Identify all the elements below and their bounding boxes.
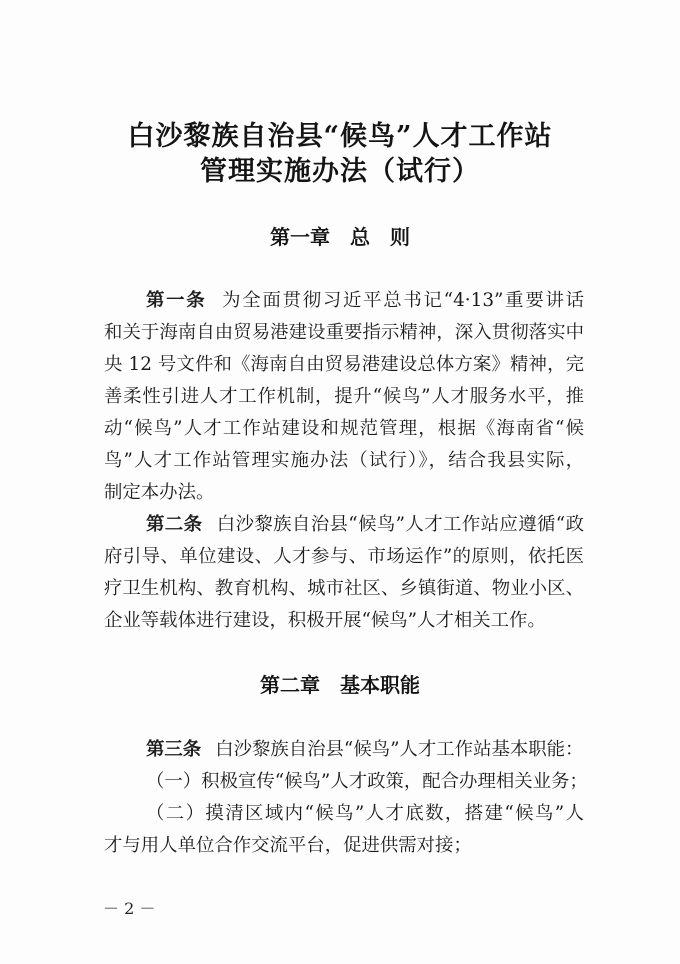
- article-2-line-3: 疗卫生机构、教育机构、城市社区、乡镇街道、物业小区、: [104, 578, 584, 599]
- article-1-line-5: 动“候鸟”人才工作站建设和规范管理，根据《海南省“候: [104, 418, 584, 439]
- chapter-1-name: 总: [350, 225, 370, 249]
- article-1-label: 第一条: [146, 290, 207, 311]
- article-3-item-2-line-2: 才与用人单位合作交流平台，促进供需对接；: [104, 835, 472, 856]
- article-3-label: 第三条: [146, 739, 202, 760]
- article-1-line-6: 鸟”人才工作站管理实施办法（试行）》，结合我县实际，: [104, 450, 584, 471]
- article-1-line-7: 制定本办法。: [104, 482, 215, 503]
- document-title-line-1: 白沙黎族自治县“候鸟”人才工作站: [127, 121, 553, 152]
- page-number: － 2 －: [103, 899, 156, 918]
- article-1-line-3: 央 12 号文件和《海南自由贸易港建设总体方案》精神，完: [104, 354, 584, 375]
- chapter-2-name: 基本职能: [340, 673, 420, 697]
- article-2-label: 第二条: [146, 514, 203, 535]
- article-2-line-4: 企业等载体进行建设，积极开展“候鸟”人才相关工作。: [104, 610, 546, 631]
- article-3-line-1: [146, 735, 584, 761]
- article-3-item-1: （一）积极宣传“候鸟”人才政策，配合办理相关业务；: [146, 771, 588, 792]
- chapter-2-label: 第二章: [260, 673, 320, 697]
- article-1-line-4: 善柔性引进人才工作机制，提升“候鸟”人才服务水平，推: [104, 386, 584, 407]
- article-2-line-1: [146, 510, 584, 536]
- chapter-1-name-2: 则: [390, 225, 410, 249]
- article-1-line-2: 和关于海南自由贸易港建设重要指示精神，深入贯彻落实中: [104, 322, 584, 343]
- document-title-line-2: 管理实施办法（试行）: [200, 156, 480, 187]
- article-2-text-1: 白沙黎族自治县“候鸟”人才工作站应遵循“政: [216, 514, 584, 535]
- chapter-2-heading: [0, 669, 680, 698]
- chapter-1-label: 第一章: [270, 225, 330, 249]
- article-1-line-1: [146, 286, 584, 312]
- article-1-text-1: 为全面贯彻习近平总书记“4·13”重要讲话: [220, 290, 584, 311]
- chapter-1-heading: [0, 221, 680, 250]
- article-2-line-2: 府引导、单位建设、人才参与、市场运作”的原则，依托医: [104, 546, 584, 567]
- article-3-text-1: 白沙黎族自治县“候鸟”人才工作站基本职能：: [215, 739, 584, 760]
- article-3-item-2-line-1: （二）摸清区域内“候鸟”人才底数，搭建“候鸟”人: [146, 803, 584, 824]
